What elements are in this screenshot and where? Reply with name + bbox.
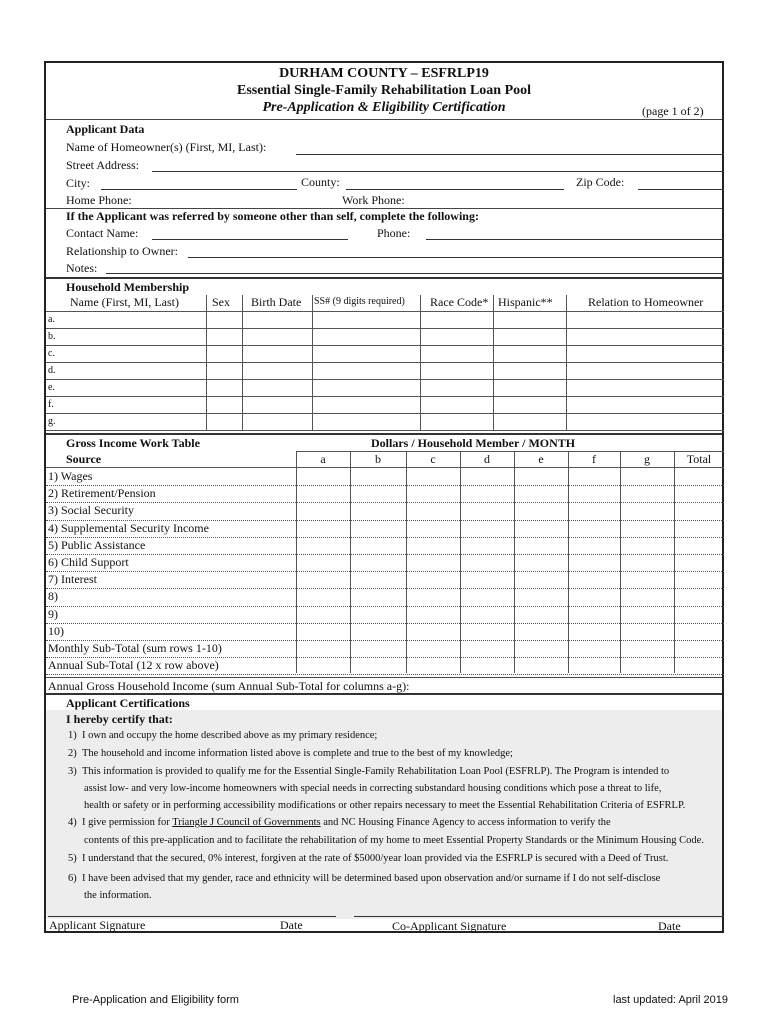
income-cell[interactable] <box>406 657 460 674</box>
income-cell[interactable] <box>460 468 514 485</box>
relationship-field[interactable] <box>188 257 724 258</box>
household-cell[interactable] <box>493 379 566 396</box>
homeowner-name-field[interactable] <box>296 154 724 155</box>
household-cell[interactable] <box>493 328 566 345</box>
household-cell[interactable] <box>206 396 242 413</box>
income-row-label: 7) Interest <box>48 572 97 587</box>
household-cell[interactable] <box>312 413 420 430</box>
divider <box>46 433 722 435</box>
certifications-background <box>46 710 722 919</box>
tjcog-link[interactable]: Triangle J Council of Governments <box>172 817 321 828</box>
household-cell[interactable] <box>46 328 206 345</box>
income-cell[interactable] <box>514 520 568 537</box>
income-cell[interactable] <box>620 623 674 640</box>
income-cell[interactable] <box>620 554 674 571</box>
household-cell[interactable] <box>566 362 724 379</box>
street-address-label: Street Address: <box>66 158 139 172</box>
household-row-label: c. <box>48 348 55 359</box>
household-cell[interactable] <box>206 362 242 379</box>
income-cell[interactable] <box>296 520 350 537</box>
household-row-label: e. <box>48 382 55 393</box>
household-cell[interactable] <box>566 413 724 430</box>
income-section-title: Gross Income Work Table <box>66 436 200 450</box>
income-row-label: 9) <box>48 606 58 621</box>
applicant-signature-label: Applicant Signature <box>49 918 146 932</box>
income-row-label: 5) Public Assistance <box>48 537 146 552</box>
income-cell[interactable] <box>406 588 460 605</box>
income-cell[interactable] <box>568 554 620 571</box>
footer-last-updated: last updated: April 2019 <box>613 994 728 1006</box>
income-cell[interactable] <box>296 485 350 502</box>
income-cell[interactable] <box>674 657 724 674</box>
income-cell[interactable] <box>674 623 724 640</box>
income-cell[interactable] <box>350 623 406 640</box>
household-column-header: Sex <box>212 295 230 309</box>
city-field[interactable] <box>101 189 297 190</box>
income-cell[interactable] <box>460 657 514 674</box>
certifications-section-title: Applicant Certifications <box>66 696 190 710</box>
income-row-label: 6) Child Support <box>48 555 129 569</box>
notes-field[interactable] <box>106 273 724 274</box>
phone-field[interactable] <box>426 239 724 240</box>
income-row-label: 3) Social Security <box>48 503 134 518</box>
income-cell[interactable] <box>674 485 724 502</box>
income-cell[interactable] <box>514 588 568 605</box>
household-row-label: d. <box>48 365 56 376</box>
household-row-label: b. <box>48 331 56 342</box>
income-cell[interactable] <box>350 588 406 605</box>
household-cell[interactable] <box>312 379 420 396</box>
certification-item-6-line2: the information. <box>84 890 152 901</box>
income-cell[interactable] <box>514 485 568 502</box>
household-cell[interactable] <box>420 311 493 328</box>
divider <box>46 119 722 120</box>
income-cell[interactable] <box>568 502 620 519</box>
income-cell[interactable] <box>514 640 568 657</box>
income-cell[interactable] <box>620 520 674 537</box>
income-cell[interactable] <box>568 623 620 640</box>
income-cell[interactable] <box>674 520 724 537</box>
page-number: (page 1 of 2) <box>642 104 704 118</box>
household-cell[interactable] <box>420 328 493 345</box>
application-form <box>44 61 724 933</box>
household-cell[interactable] <box>242 362 312 379</box>
certification-item-5: 5) I understand that the secured, 0% interest, forgiven at the rate of $5000/year loan provided via the ESFRLP is secured with a Deed of Trust. <box>68 853 669 864</box>
divider <box>46 693 722 695</box>
income-column-header: b <box>375 452 381 466</box>
coapplicant-date-label: Date <box>658 919 681 933</box>
household-cell[interactable] <box>312 396 420 413</box>
home-phone-label: Home Phone: <box>66 193 132 207</box>
coapplicant-signature-line[interactable] <box>354 916 724 917</box>
household-cell[interactable] <box>420 362 493 379</box>
street-address-field[interactable] <box>152 171 724 172</box>
income-cell[interactable] <box>674 554 724 571</box>
income-cell[interactable] <box>620 571 674 588</box>
income-cell[interactable] <box>514 468 568 485</box>
certification-item-4-line2: contents of this pre-application and to facilitate the rehabilitation of my home to meet Essential Property Standards or the Minimum Housing Code. <box>84 835 704 846</box>
referral-note: If the Applicant was referred by someone other than self, complete the following: <box>66 209 479 223</box>
household-column-header: Name (First, MI, Last) <box>70 295 179 309</box>
relationship-label: Relationship to Owner: <box>66 244 178 258</box>
certification-item-1: 1) I own and occupy the home described above as my primary residence; <box>68 730 378 741</box>
income-cell[interactable] <box>620 657 674 674</box>
household-section-title: Household Membership <box>66 280 190 294</box>
household-cell[interactable] <box>420 345 493 362</box>
income-cell[interactable] <box>620 606 674 623</box>
program-name: Essential Single-Family Rehabilitation Loan Pool <box>236 83 532 98</box>
income-cell[interactable] <box>350 554 406 571</box>
household-cell[interactable] <box>566 311 724 328</box>
household-cell[interactable] <box>206 345 242 362</box>
income-cell[interactable] <box>620 537 674 554</box>
household-cell[interactable] <box>312 311 420 328</box>
income-column-header: g <box>644 452 650 466</box>
household-cell[interactable] <box>566 379 724 396</box>
household-cell[interactable] <box>493 345 566 362</box>
certification-item-4-text: 4) I give permission for <box>68 817 173 828</box>
certification-item-3-line3: health or safety or in performing accessibility modifications or other repairs necessary to meet the Essential Rehabilitation Criteria of ESFRLP. <box>84 800 686 811</box>
income-cell[interactable] <box>460 485 514 502</box>
income-cell[interactable] <box>568 657 620 674</box>
applicant-signature-line[interactable] <box>48 916 336 917</box>
income-cell[interactable] <box>350 502 406 519</box>
household-cell[interactable] <box>206 311 242 328</box>
annual-gross-label: Annual Gross Household Income (sum Annual Sub-Total for columns a-g): <box>48 679 410 693</box>
income-cell[interactable] <box>620 485 674 502</box>
city-label: City: <box>66 176 91 190</box>
income-cell[interactable] <box>514 554 568 571</box>
income-column-header: d <box>484 452 490 466</box>
income-cell[interactable] <box>460 623 514 640</box>
income-row-label: 2) Retirement/Pension <box>48 486 156 501</box>
work-phone-label: Work Phone: <box>342 193 405 207</box>
county-label: County: <box>301 175 340 189</box>
income-cell[interactable] <box>406 502 460 519</box>
income-cell[interactable] <box>568 640 620 657</box>
form-title: DURHAM COUNTY – ESFRLP19 <box>279 66 489 81</box>
income-row-label: 1) Wages <box>48 469 93 483</box>
household-cell[interactable] <box>493 413 566 430</box>
certification-item-2: 2) The household and income information listed above is complete and true to the best of my knowledge; <box>68 748 513 759</box>
household-column-header: Hispanic** <box>498 295 553 309</box>
household-cell[interactable] <box>46 413 206 430</box>
income-row-label: Annual Sub-Total (12 x row above) <box>48 658 219 673</box>
phone-label: Phone: <box>377 226 411 240</box>
household-cell[interactable] <box>46 345 206 362</box>
household-cell[interactable] <box>420 396 493 413</box>
income-cell[interactable] <box>460 502 514 519</box>
income-cell[interactable] <box>406 485 460 502</box>
household-cell[interactable] <box>420 413 493 430</box>
income-cell[interactable] <box>674 640 724 657</box>
income-cell[interactable] <box>674 468 724 485</box>
income-column-header: f <box>592 452 596 466</box>
household-cell[interactable] <box>242 413 312 430</box>
household-cell[interactable] <box>242 379 312 396</box>
income-cell[interactable] <box>406 623 460 640</box>
notes-label: Notes: <box>66 261 98 275</box>
income-cell[interactable] <box>350 606 406 623</box>
income-column-header: c <box>430 452 436 466</box>
income-cell[interactable] <box>460 588 514 605</box>
income-row-label: 8) <box>48 589 58 604</box>
household-column-header: Birth Date <box>251 295 302 309</box>
income-cell[interactable] <box>568 468 620 485</box>
household-cell[interactable] <box>46 362 206 379</box>
income-cell[interactable] <box>568 588 620 605</box>
income-cell[interactable] <box>568 606 620 623</box>
income-cell[interactable] <box>350 520 406 537</box>
income-cell[interactable] <box>406 468 460 485</box>
household-cell[interactable] <box>242 311 312 328</box>
household-cell[interactable] <box>312 345 420 362</box>
income-cell[interactable] <box>350 485 406 502</box>
household-cell[interactable] <box>242 345 312 362</box>
income-cell[interactable] <box>296 468 350 485</box>
income-cell[interactable] <box>620 588 674 605</box>
income-cell[interactable] <box>620 640 674 657</box>
income-cell[interactable] <box>568 571 620 588</box>
income-cell[interactable] <box>568 537 620 554</box>
income-cell[interactable] <box>350 657 406 674</box>
income-cell[interactable] <box>350 468 406 485</box>
income-cell[interactable] <box>406 571 460 588</box>
income-cell[interactable] <box>296 606 350 623</box>
household-cell[interactable] <box>420 379 493 396</box>
form-subtitle: Pre-Application & Eligibility Certification <box>262 100 506 115</box>
household-column-header: Race Code* <box>430 295 489 309</box>
income-cell[interactable] <box>568 520 620 537</box>
applicant-date-label: Date <box>280 918 303 932</box>
household-row-label: g. <box>48 416 56 427</box>
income-cell[interactable] <box>514 657 568 674</box>
income-column-header: Total <box>686 452 712 466</box>
income-row-label: 4) Supplemental Security Income <box>48 520 209 535</box>
household-cell[interactable] <box>206 328 242 345</box>
income-cell[interactable] <box>674 537 724 554</box>
household-cell[interactable] <box>566 396 724 413</box>
income-column-header: a <box>320 452 326 466</box>
certification-item-4 <box>68 817 611 828</box>
income-cell[interactable] <box>296 640 350 657</box>
income-dollars-label: Dollars / Household Member / MONTH <box>371 436 576 450</box>
contact-name-field[interactable] <box>152 239 348 240</box>
income-cell[interactable] <box>296 657 350 674</box>
certify-intro: I hereby certify that: <box>66 712 173 726</box>
household-cell[interactable] <box>566 328 724 345</box>
certification-item-6: 6) I have been advised that my gender, race and ethnicity will be determined based upon observation and/or surname if I do not self-disclose <box>68 873 661 884</box>
income-cell[interactable] <box>460 571 514 588</box>
income-column-header: e <box>538 452 544 466</box>
divider <box>46 677 722 678</box>
household-column-header: Relation to Homeowner <box>588 295 704 309</box>
income-cell[interactable] <box>674 588 724 605</box>
household-cell[interactable] <box>46 396 206 413</box>
income-cell[interactable] <box>460 640 514 657</box>
income-cell[interactable] <box>460 554 514 571</box>
income-cell[interactable] <box>568 485 620 502</box>
footer-form-name: Pre-Application and Eligibility form <box>72 994 239 1006</box>
income-cell[interactable] <box>406 537 460 554</box>
income-cell[interactable] <box>406 520 460 537</box>
certification-item-4-text-end: and NC Housing Finance Agency to access information to verify the <box>320 817 611 828</box>
household-cell[interactable] <box>206 413 242 430</box>
household-row-label: f. <box>48 399 54 410</box>
income-cell[interactable] <box>406 640 460 657</box>
county-field[interactable] <box>346 189 564 190</box>
income-cell[interactable] <box>674 606 724 623</box>
certification-item-3: 3) This information is provided to qualify me for the Essential Single-Family Rehabilitation Loan Pool (ESFRLP). The Program is intended to <box>68 766 670 777</box>
income-cell[interactable] <box>514 571 568 588</box>
income-cell[interactable] <box>674 571 724 588</box>
zip-code-field[interactable] <box>638 189 724 190</box>
income-cell[interactable] <box>514 623 568 640</box>
income-cell[interactable] <box>350 537 406 554</box>
income-cell[interactable] <box>514 537 568 554</box>
income-cell[interactable] <box>350 640 406 657</box>
income-cell[interactable] <box>296 537 350 554</box>
household-cell[interactable] <box>493 311 566 328</box>
household-column-header: SS# (9 digits required) <box>314 296 405 307</box>
income-cell[interactable] <box>296 571 350 588</box>
household-cell[interactable] <box>312 328 420 345</box>
household-cell[interactable] <box>312 362 420 379</box>
income-cell[interactable] <box>350 571 406 588</box>
household-cell[interactable] <box>566 345 724 362</box>
applicant-section-title: Applicant Data <box>66 122 145 136</box>
income-cell[interactable] <box>514 606 568 623</box>
household-cell[interactable] <box>242 396 312 413</box>
homeowner-name-label: Name of Homeowner(s) (First, MI, Last): <box>66 140 267 154</box>
household-cell[interactable] <box>46 311 206 328</box>
household-cell[interactable] <box>46 379 206 396</box>
income-cell[interactable] <box>514 502 568 519</box>
income-cell[interactable] <box>620 468 674 485</box>
divider <box>46 277 722 279</box>
coapplicant-signature-label: Co-Applicant Signature <box>392 919 507 933</box>
household-cell[interactable] <box>242 328 312 345</box>
certification-item-3-line2: assist low- and very low-income homeowners with special needs in correcting substandard housing conditions which pose a threat to life, <box>84 783 662 794</box>
household-cell[interactable] <box>493 396 566 413</box>
household-cell[interactable] <box>493 362 566 379</box>
income-cell[interactable] <box>296 502 350 519</box>
income-row-label: 10) <box>48 623 64 638</box>
income-cell[interactable] <box>296 623 350 640</box>
household-cell[interactable] <box>206 379 242 396</box>
income-cell[interactable] <box>460 537 514 554</box>
income-cell[interactable] <box>296 588 350 605</box>
income-cell[interactable] <box>296 554 350 571</box>
income-cell[interactable] <box>674 502 724 519</box>
income-cell[interactable] <box>406 606 460 623</box>
income-cell[interactable] <box>460 520 514 537</box>
income-cell[interactable] <box>620 502 674 519</box>
household-row-label: a. <box>48 314 55 325</box>
contact-name-label: Contact Name: <box>66 226 139 240</box>
income-source-label: Source <box>66 452 102 466</box>
income-row-label: Monthly Sub-Total (sum rows 1-10) <box>48 641 222 655</box>
income-cell[interactable] <box>406 554 460 571</box>
zip-code-label: Zip Code: <box>576 175 625 189</box>
income-cell[interactable] <box>460 606 514 623</box>
